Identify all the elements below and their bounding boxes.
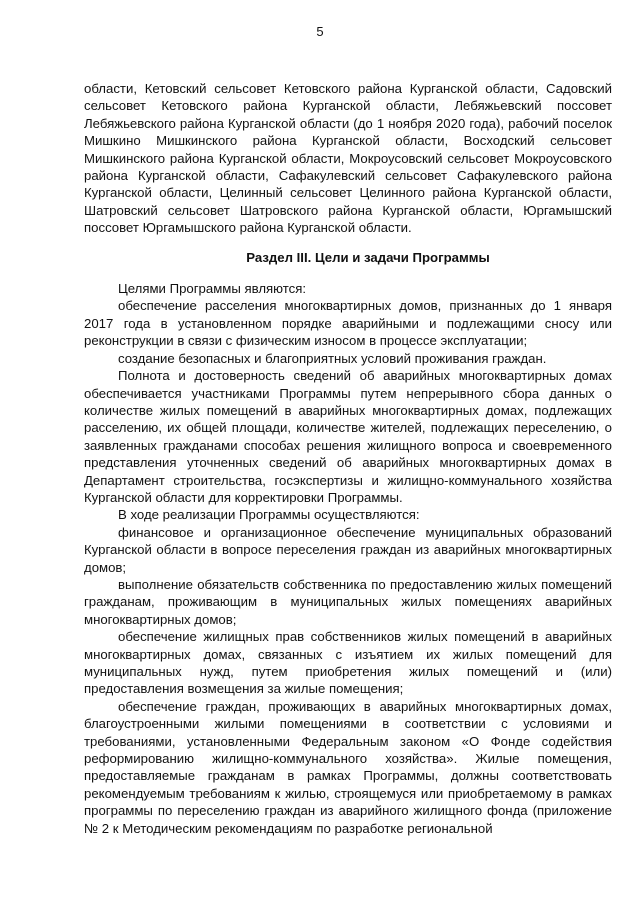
page-number: 5 — [316, 24, 324, 39]
paragraph: обеспечение жилищных прав собственников жилых помещений в аварийных многоквартирных домах, связанных с изъятием их жилых помещений для муниципальных нужд, путем приобретения жилых помещений и (или) предоставления возмещения за жилые помещения; — [84, 629, 612, 697]
paragraph: Полнота и достоверность сведений об аварийных многоквартирных домах обеспечивается участниками Программы путем непрерывного сбора данных о количестве жилых помещений в аварийных многоквартирных домах, подлежащих расселению, их общей площади, количестве жителей, подлежащих переселению, о заявленных гражданами способах решения жилищного вопроса и своевременного представления уточненных сведений об аварийных многоквартирных домах в Департамент строительства, госэкспертизы и жилищно-коммунального хозяйства Курганской области для корректировки Программы. — [84, 368, 612, 505]
paragraph: В ходе реализации Программы осуществляются: — [118, 507, 420, 523]
paragraph: финансовое и организационное обеспечение муниципальных образований Курганской области в вопросе переселения граждан из аварийных многоквартирных домов; — [84, 524, 612, 575]
document-body — [84, 80, 612, 837]
paragraph: создание безопасных и благоприятных условий проживания граждан. — [118, 350, 547, 366]
paragraph: обеспечение расселения многоквартирных домов, признанных до 1 января 2017 года в установленном порядке аварийными и подлежащими сносу или реконструкции в связи с физическим износом в процессе эксплуатации; — [84, 298, 612, 349]
section-title: Раздел III. Цели и задачи Программы — [246, 249, 490, 265]
paragraph: выполнение обязательств собственника по предоставлению жилых помещений гражданам, проживающим в муниципальных жилых помещениях аварийных многоквартирных домов; — [84, 576, 612, 627]
paragraph-continuation: области, Кетовский сельсовет Кетовского района Курганской области, Садовский сельсовет Кетовского района Курганской области, Лебяжьевский поссовет Лебяжьевского района Курганской области (до 1 ноября 2020 года), рабочий поселок Мишкино Мишкинского района Курганской области, Восходский сельсовет Мишкинского района Курганской области, Мокроусовский сельсовет Мокроусовского района Курганской области, Сафакулевский сельсовет Сафакулевского района Курганской области, Целинный сельсовет Целинного района Курганской области, Шатровский сельсовет Шатровского района Курганской области, Юргамышский поссовет Юргамышского района Курганской области. — [84, 81, 612, 236]
paragraph: обеспечение граждан, проживающих в аварийных многоквартирных домах, благоустроенными жилыми помещениями в соответствии с условиями и требованиями, установленными Федеральным законом «О Фонде содействия реформированию жилищно-коммунального хозяйства». Жилые помещения, предоставляемые гражданам в рамках Программы, должны соответствовать рекомендуемым требованиям к жилью, строящемуся или приобретаемому в рамках программы по переселению граждан из аварийного жилищного фонда (приложение № 2 к Методическим рекомендациям по разработке региональной — [84, 698, 612, 836]
paragraph: Целями Программы являются: — [118, 281, 307, 297]
